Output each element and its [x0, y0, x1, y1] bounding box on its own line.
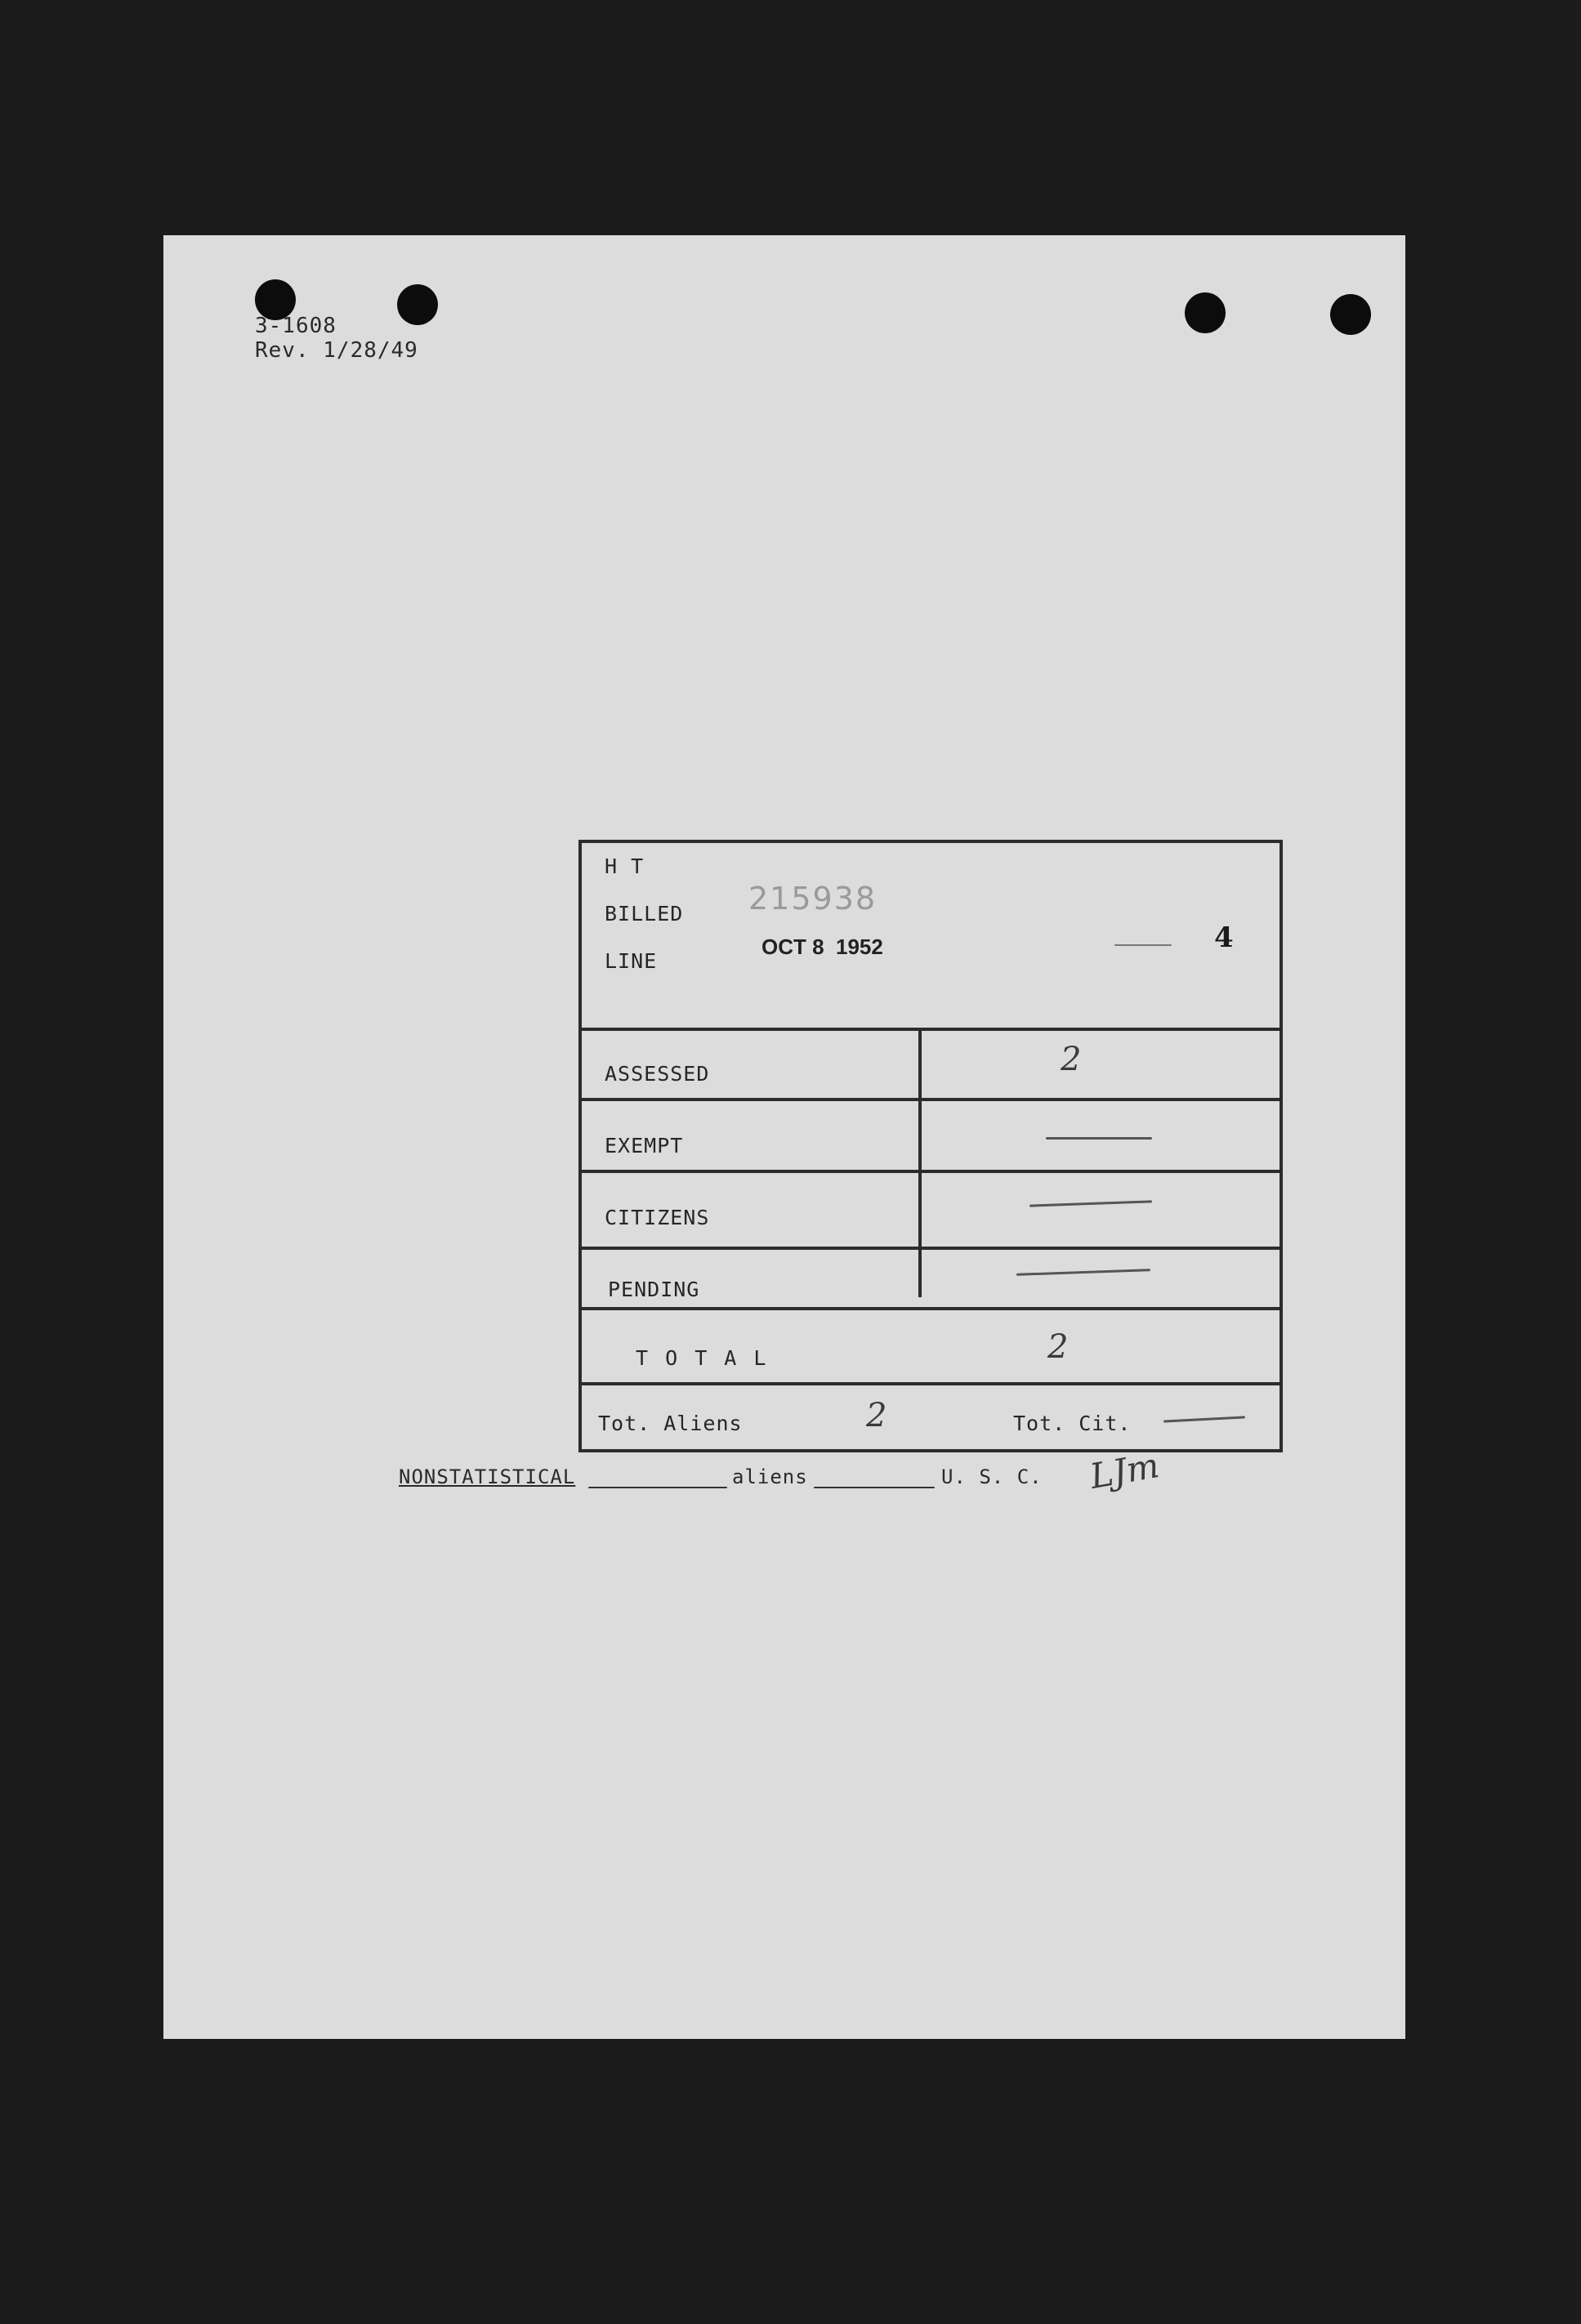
footer-aliens: aliens: [732, 1465, 808, 1488]
total-label: T O T A L: [636, 1346, 769, 1370]
footer-usc: U. S. C.: [941, 1465, 1043, 1488]
stamp-bottom-border: [578, 1449, 1283, 1452]
row-divider-2: [578, 1170, 1283, 1173]
row-divider-3: [578, 1247, 1283, 1250]
row-label-citizens: CITIZENS: [605, 1206, 710, 1229]
line-label: LINE: [605, 949, 658, 973]
row-divider-5: [578, 1382, 1283, 1385]
row-label-exempt: EXEMPT: [605, 1134, 684, 1158]
tot-cit-value: [1163, 1416, 1245, 1422]
row-value-citizens: [1029, 1200, 1152, 1207]
stamp-date: OCT 8 1952: [761, 935, 883, 959]
total-value: 2: [1047, 1328, 1069, 1366]
row-value-exempt: [1046, 1137, 1152, 1140]
row-label-pending: PENDING: [608, 1278, 700, 1301]
row-divider-4: [578, 1307, 1283, 1310]
stamp-left-border: [578, 840, 582, 1452]
tot-aliens-label: Tot. Aliens: [598, 1412, 743, 1435]
footer-blank-2: [814, 1487, 935, 1488]
side-number: 4: [1214, 921, 1235, 954]
footer-nonstatistical: NONSTATISTICAL: [399, 1465, 576, 1488]
footer-blank-1: [588, 1487, 727, 1488]
punch-hole-4: [1330, 294, 1371, 335]
header-divider: [578, 1028, 1283, 1031]
tot-cit-label: Tot. Cit.: [1013, 1412, 1132, 1435]
billing-stamp: [578, 840, 1284, 1452]
punch-hole-2: [397, 284, 438, 325]
form-number: 3-1608: [255, 314, 337, 338]
column-divider: [918, 1028, 922, 1297]
ht-label: H T: [605, 854, 645, 878]
footer-initials: LJm: [1087, 1445, 1163, 1497]
tot-aliens-value: 2: [866, 1397, 887, 1434]
row-divider-1: [578, 1098, 1283, 1101]
row-value-assessed: 2: [1061, 1041, 1082, 1078]
row-label-assessed: ASSESSED: [605, 1062, 710, 1086]
document-page: [163, 235, 1405, 2039]
stamp-right-border: [1280, 840, 1283, 1452]
form-revision: Rev. 1/28/49: [255, 338, 418, 363]
billed-number: 215938: [748, 881, 878, 917]
row-value-pending: [1016, 1269, 1150, 1276]
punch-hole-3: [1185, 292, 1226, 333]
billed-label: BILLED: [605, 902, 684, 926]
stamp-top-border: [578, 840, 1283, 843]
